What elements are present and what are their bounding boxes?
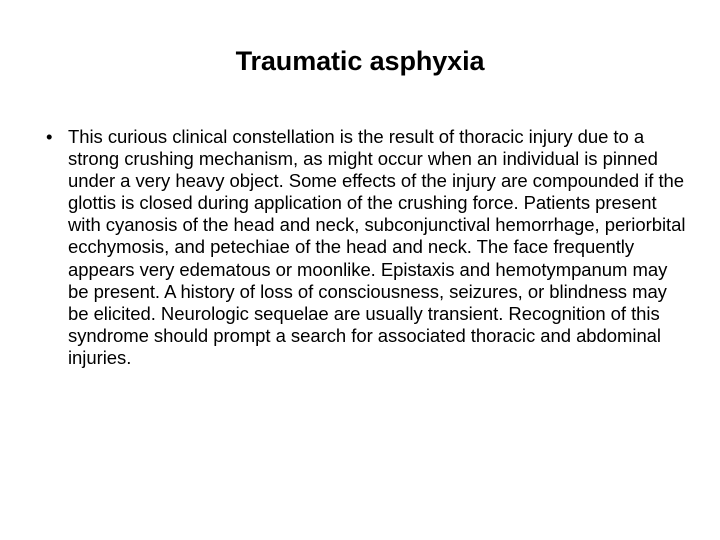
slide-title: Traumatic asphyxia [235, 46, 485, 76]
bullet-paragraph-text: This curious clinical constellation is the result of thoracic injury due to a strong crushing mechanism, as might occur when an individual is pinned under a very heavy object. Some effects of the injury are compounded if the glottis is closed during application of the crushing force. Patients present with cyanosis of the head and neck, subconjunctival hemorrhage, periorbital ecchymosis, and petechiae of the head and neck. The face frequently appears very edematous or moonlike. Epistaxis and hemotympanum may be present. A history of loss of consciousness, seizures, or blindness may be elicited. Neurologic sequelae are usually transient. Recognition of this syndrome should prompt a search for associated thoracic and abdominal injuries. [68, 126, 686, 368]
slide-body [40, 126, 690, 369]
bullet-point-icon: • [46, 126, 53, 147]
list-item [40, 126, 690, 369]
